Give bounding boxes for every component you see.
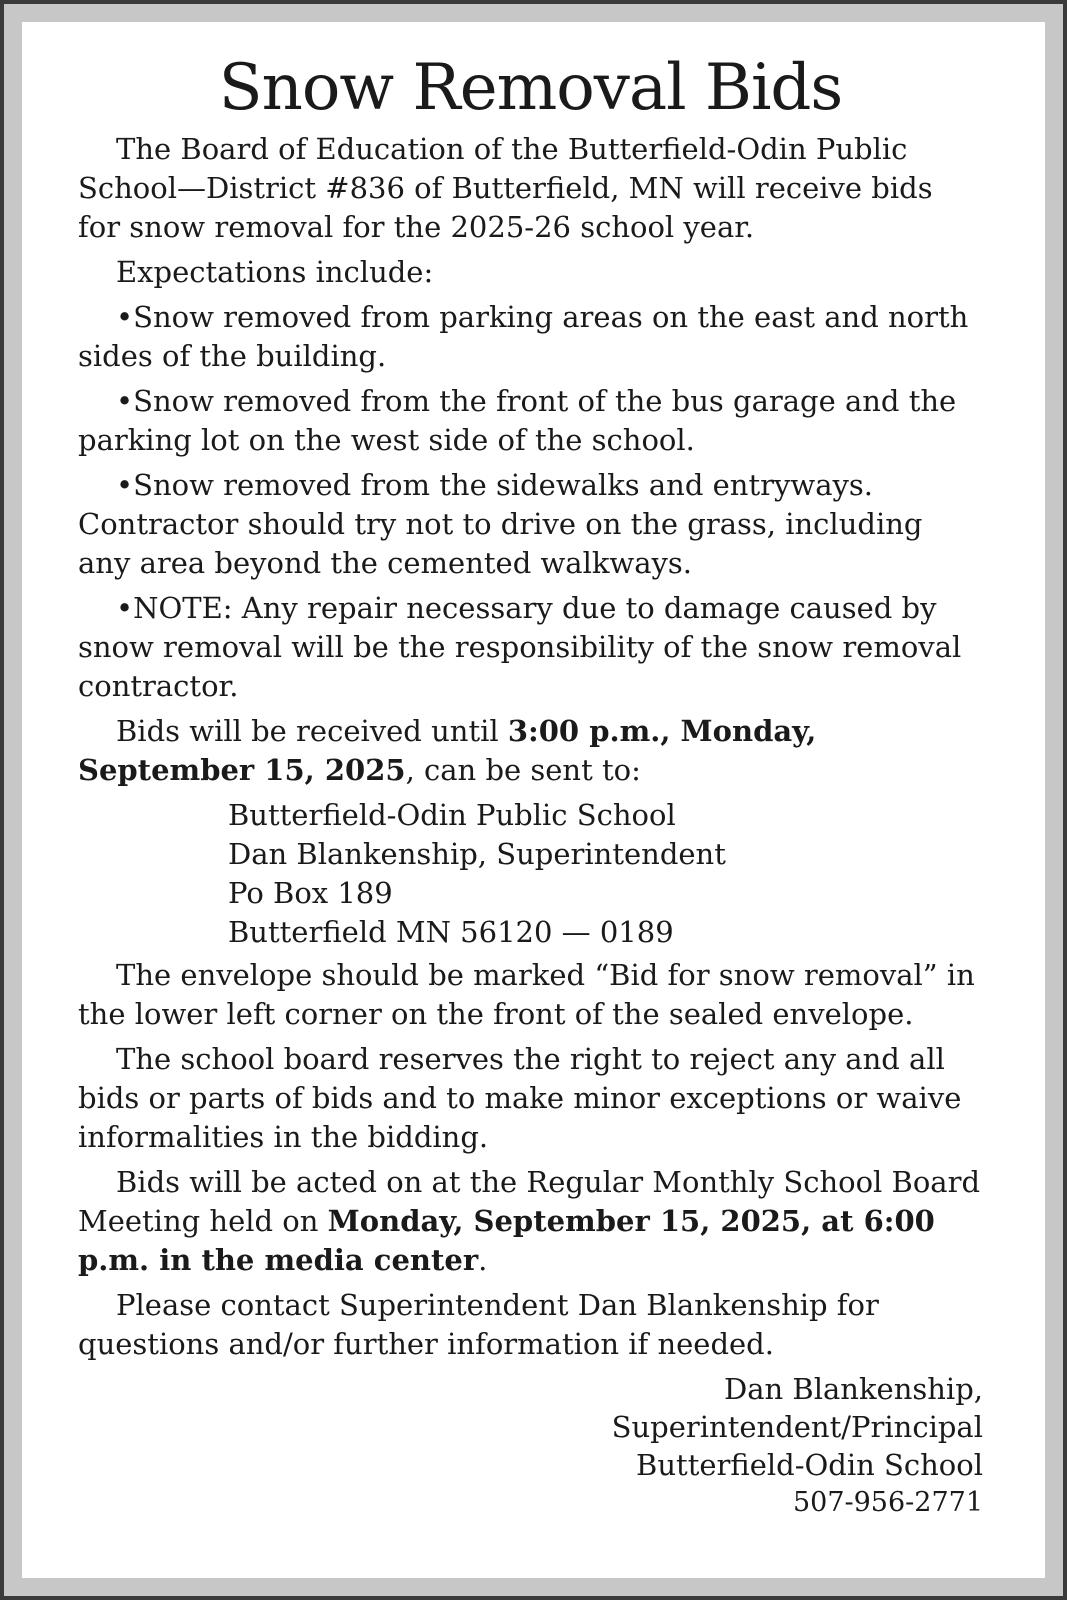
expectation-bullet-3: •Snow removed from the sidewalks and entryways. Contractor should try not to drive on the grass, including any area beyond the cemented walkways. — [78, 468, 923, 580]
meeting-suffix: . — [478, 1243, 488, 1277]
signature-name: Dan Blankenship, — [723, 1372, 983, 1406]
contact-paragraph: Please contact Superintendent Dan Blankenship for questions and/or further information if needed. — [78, 1288, 879, 1361]
deadline-paragraph — [78, 712, 983, 790]
expectation-bullet-1: •Snow removed from parking areas on the east and north sides of the building. — [78, 300, 969, 373]
envelope-note: The envelope should be marked “Bid for snow removal” in the lower left corner on the front of the sealed envelope. — [78, 958, 975, 1031]
signature-title: Superintendent/Principal — [611, 1410, 983, 1444]
reservation-paragraph: The school board reserves the right to reject any and all bids or parts of bids and to make minor exceptions or waive informalities in the bidding. — [78, 1042, 962, 1154]
address-line: Butterfield MN 56120 — 0189 — [228, 915, 674, 949]
deadline-date: 3:00 p.m., Monday, September 15, 2025 — [78, 714, 817, 787]
deadline-prefix: Bids will be received until — [116, 714, 508, 748]
notice-content — [78, 48, 983, 1522]
expectation-bullet-2: •Snow removed from the front of the bus garage and the parking lot on the west side of the school. — [78, 384, 957, 457]
signature-org: Butterfield-Odin School — [636, 1448, 983, 1482]
meeting-datetime: Monday, September 15, 2025, at 6:00 p.m. in the media center — [78, 1204, 935, 1277]
meeting-paragraph — [78, 1163, 983, 1280]
mailing-address — [228, 796, 983, 952]
meeting-prefix: Bids will be acted on at the Regular Monthly School Board Meeting held on — [78, 1165, 981, 1238]
signature-block — [78, 1370, 983, 1522]
deadline-suffix: , can be sent to: — [405, 753, 641, 787]
signature-phone: 507-956-2771 — [792, 1487, 983, 1518]
expectations-label: Expectations include: — [116, 255, 434, 289]
notice-title: Snow Removal Bids — [218, 51, 843, 125]
expectation-bullet-4: •NOTE: Any repair necessary due to damage caused by snow removal will be the responsibility of the snow removal contractor. — [78, 591, 962, 703]
intro-paragraph: The Board of Education of the Butterfield-Odin Public School—District #836 of Butterfield, MN will receive bids for snow removal for the 2025-26 school year. — [78, 132, 933, 244]
address-line: Butterfield-Odin Public School — [228, 798, 676, 832]
address-line: Dan Blankenship, Superintendent — [228, 837, 726, 871]
address-line: Po Box 189 — [228, 876, 393, 910]
